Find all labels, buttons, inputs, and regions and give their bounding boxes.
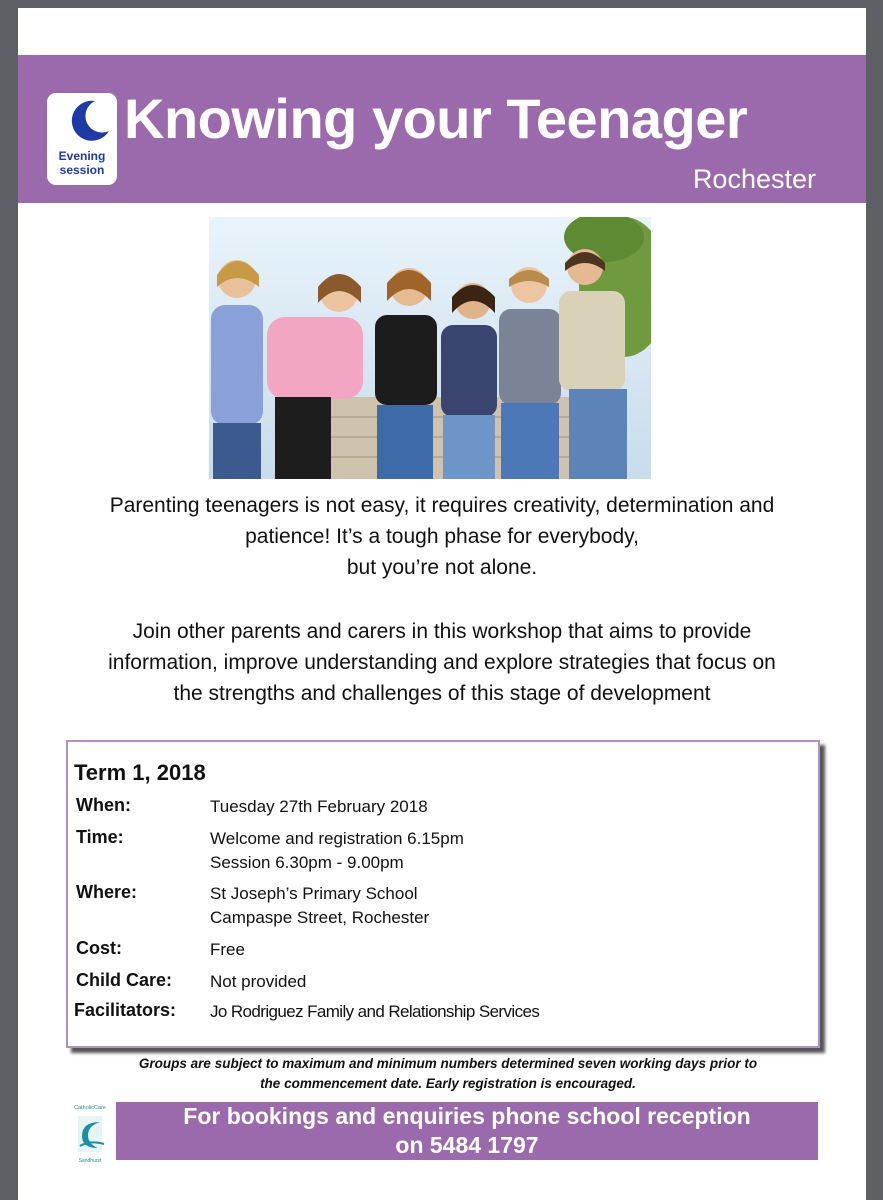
flyer-page (18, 8, 866, 1200)
group-size-disclaimer (78, 1054, 818, 1094)
intro-p1-line3: but you’re not alone. (346, 556, 538, 579)
intro-p2-line2: information, improve understanding and explore strategies that focus on (108, 651, 776, 674)
intro-p1-line2: patience! It’s a tough phase for everybody, (245, 525, 639, 548)
intro-text (38, 490, 846, 709)
disclaimer-line2: the commencement date. Early registration is encouraged. (260, 1076, 636, 1091)
badge-line2: session (59, 163, 105, 177)
logo-top-text: CatholicCare (74, 1105, 106, 1111)
where-value-line2: Campaspe Street, Rochester (210, 908, 430, 927)
teenagers-group-photo (209, 217, 651, 479)
badge-line1: Evening (58, 149, 106, 163)
intro-paragraph-2 (38, 616, 846, 709)
page-title: Knowing your Teenager (124, 87, 748, 150)
when-label: When: (76, 795, 131, 815)
bookings-banner (116, 1102, 818, 1160)
time-label: Time: (76, 827, 124, 847)
cost-value: Free (210, 940, 245, 959)
term-heading: Term 1, 2018 (74, 760, 206, 785)
badge-text (47, 149, 117, 177)
intro-paragraph-1 (38, 490, 846, 583)
cta-phone: on 5484 1797 (395, 1132, 539, 1158)
cost-label: Cost: (76, 938, 122, 958)
time-value-line2: Session 6.30pm - 9.00pm (210, 853, 404, 872)
catholiccare-logo (68, 1102, 112, 1166)
time-value (210, 827, 464, 875)
where-value (210, 882, 429, 930)
facilitators-label: Facilitators: (74, 1000, 177, 1020)
intro-p2-line1: Join other parents and carers in this workshop that aims to provide (132, 620, 752, 643)
logo-bottom-text: Sandhurst (78, 1158, 102, 1164)
facilitators-value: Jo Rodriguez Family and Relationship Services (210, 1002, 540, 1021)
where-label: Where: (76, 882, 138, 902)
when-value: Tuesday 27th February 2018 (210, 797, 428, 816)
intro-p2-line3: the strengths and challenges of this stage of development (173, 682, 711, 705)
session-details-box (66, 740, 820, 1048)
header-banner (18, 55, 866, 203)
cta-line1: For bookings and enquiries phone school reception (183, 1103, 751, 1129)
crescent-moon-icon (65, 97, 113, 145)
location-subtitle: Rochester (692, 164, 816, 194)
time-value-line1: Welcome and registration 6.15pm (210, 829, 464, 848)
childcare-label: Child Care: (76, 970, 173, 990)
evening-session-badge (47, 93, 117, 185)
intro-p1-line1: Parenting teenagers is not easy, it requires creativity, determination and (109, 494, 775, 517)
childcare-value: Not provided (210, 972, 307, 991)
where-value-line1: St Joseph’s Primary School (210, 884, 418, 903)
disclaimer-line1: Groups are subject to maximum and minimum numbers determined seven working days prior to (138, 1056, 758, 1071)
